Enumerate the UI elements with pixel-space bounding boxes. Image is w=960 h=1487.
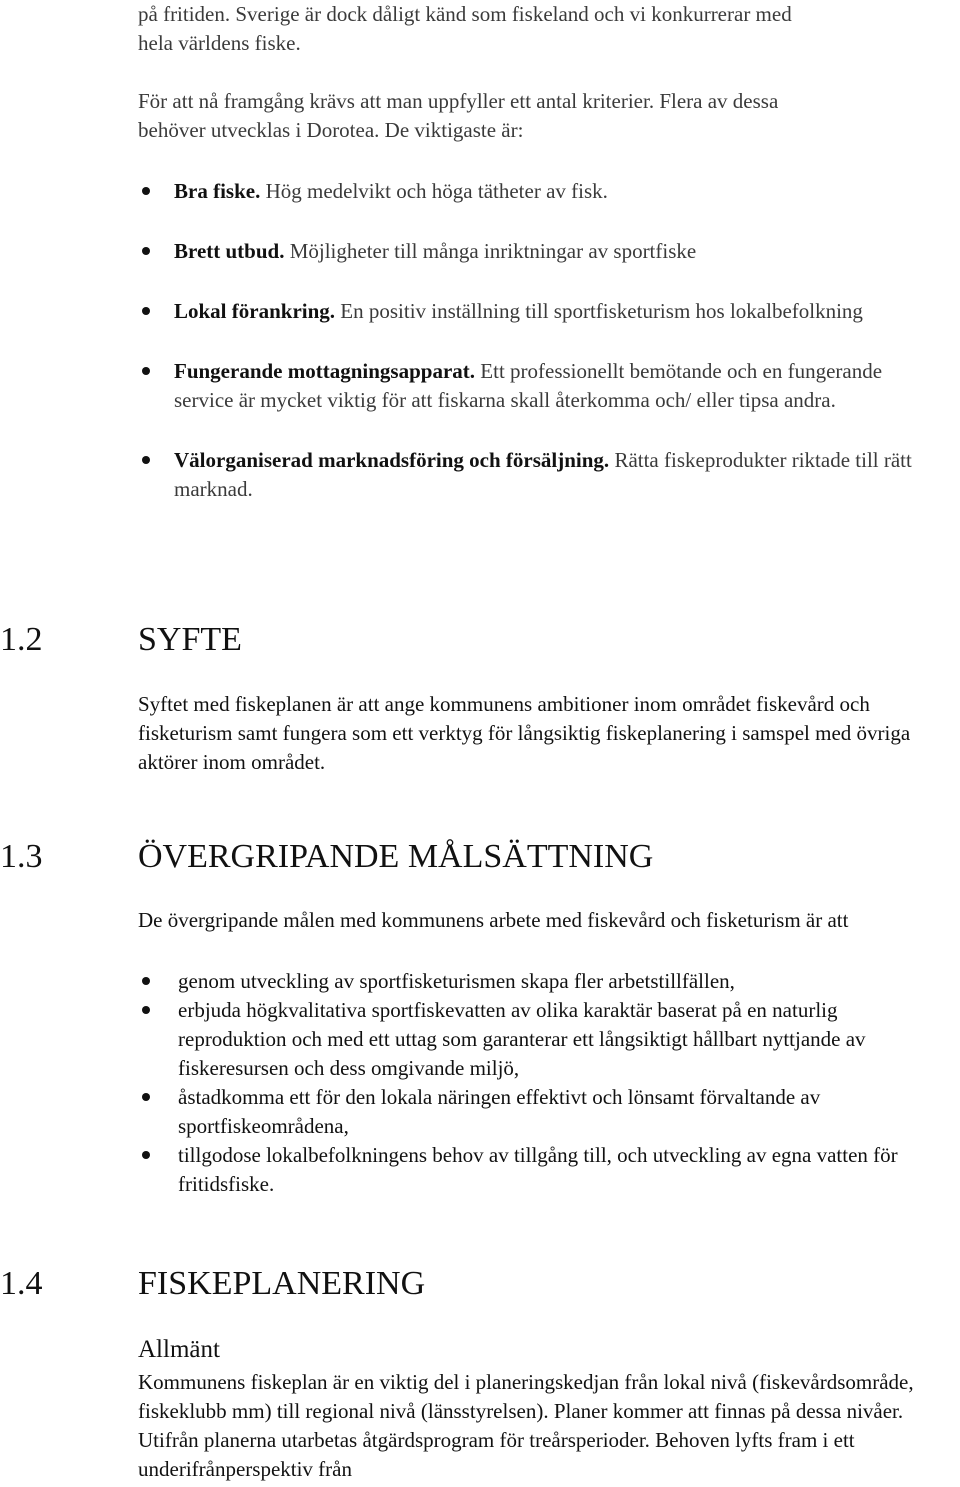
section-number: 1.3 <box>0 838 43 875</box>
criterion-text: Hög medelvikt och höga tätheter av fisk. <box>260 179 608 203</box>
criteria-intro-line-2: behöver utvecklas i Dorotea. De viktigaste är: <box>138 118 524 142</box>
goal-text: genom utveckling av sportfisketurismen skapa fler arbetstillfällen, <box>178 969 735 993</box>
list-item <box>138 1141 960 1199</box>
criterion-text: Rätta fiskeprodukter riktade till rätt marknad. <box>174 448 912 501</box>
section-1-2-body: Syftet med fiskeplanen är att ange kommunens ambitioner inom området fiskevård och fisketurism samt fungera som ett verktyg för långsiktig fiskeplanering i samspel med övriga aktörer inom området. <box>138 692 911 774</box>
list-item <box>138 237 938 266</box>
bullet-icon <box>142 1093 150 1101</box>
list-item <box>138 177 938 206</box>
criterion-title: Välorganiserad marknadsföring och försäljning. <box>174 448 610 472</box>
list-item <box>138 446 938 504</box>
section-title: SYFTE <box>138 621 242 658</box>
intro-paragraph <box>138 0 938 58</box>
criteria-intro-paragraph <box>138 87 938 145</box>
intro-line-1: på fritiden. Sverige är dock dåligt känd som fiskeland och vi konkurrerar med <box>138 2 792 26</box>
criteria-list <box>138 177 938 504</box>
list-item <box>138 967 960 996</box>
goal-text: tillgodose lokalbefolkningens behov av tillgång till, och utveckling av egna vatten för fritidsfiske. <box>178 1143 898 1196</box>
goals-list <box>138 967 960 1199</box>
intro-line-2: hela världens fiske. <box>138 31 301 55</box>
list-item <box>138 297 938 326</box>
criterion-title: Brett utbud. <box>174 239 285 263</box>
section-title: FISKEPLANERING <box>138 1265 426 1302</box>
section-1-4-body: Kommunens fiskeplan är en viktig del i planeringskedjan från lokal nivå (fiskevårdsområde, fiskeklubb mm) till regional nivå (länsstyrelsen). Planer kommer att finnas på dessa nivåer. Utifrån planerna utarbetas åtgärdsprogram för treårsperioder. Behoven lyfts fram i ett underifrånperspektiv från <box>138 1370 914 1481</box>
bullet-icon <box>142 187 150 195</box>
bullet-icon <box>142 1006 150 1014</box>
bullet-icon <box>142 456 150 464</box>
section-1-4-subtitle: Allmänt <box>138 1336 220 1363</box>
criterion-text: Ett professionellt bemötande och en fungerande service är mycket viktig för att fiskarna skall återkomma och/ eller tipsa andra. <box>174 359 883 412</box>
criteria-intro-line-1: För att nå framgång krävs att man uppfyller ett antal kriterier. Flera av dessa <box>138 89 779 113</box>
criterion-title: Fungerande mottagningsapparat. <box>174 359 476 383</box>
criterion-text: Möjligheter till många inriktningar av sportfiske <box>284 239 697 263</box>
bullet-icon <box>142 247 150 255</box>
criterion-text: En positiv inställning till sportfisketurism hos lokalbefolkning <box>335 299 863 323</box>
bullet-icon <box>142 977 150 985</box>
list-item <box>138 996 960 1083</box>
section-number: 1.2 <box>0 621 43 658</box>
bullet-icon <box>142 367 150 375</box>
list-item <box>138 357 938 415</box>
section-number: 1.4 <box>0 1265 43 1302</box>
bullet-icon <box>142 1151 150 1159</box>
list-item <box>138 1083 960 1141</box>
criterion-title: Lokal förankring. <box>174 299 336 323</box>
criterion-title: Bra fiske. <box>174 179 261 203</box>
bullet-icon <box>142 307 150 315</box>
goal-text: åstadkomma ett för den lokala näringen effektivt och lönsamt förvaltande av sportfiskeområdena, <box>178 1085 821 1138</box>
section-1-3-intro: De övergripande målen med kommunens arbete med fiskevård och fisketurism är att <box>138 908 849 932</box>
section-title: ÖVERGRIPANDE MÅLSÄTTNING <box>138 838 654 875</box>
goal-text: erbjuda högkvalitativa sportfiskevatten av olika karaktär baserat på en naturlig reproduktion och med ett uttag som garanterar ett långsiktigt hållbart nyttjande av fiskeresursen och dess omgivande miljö, <box>178 998 866 1080</box>
